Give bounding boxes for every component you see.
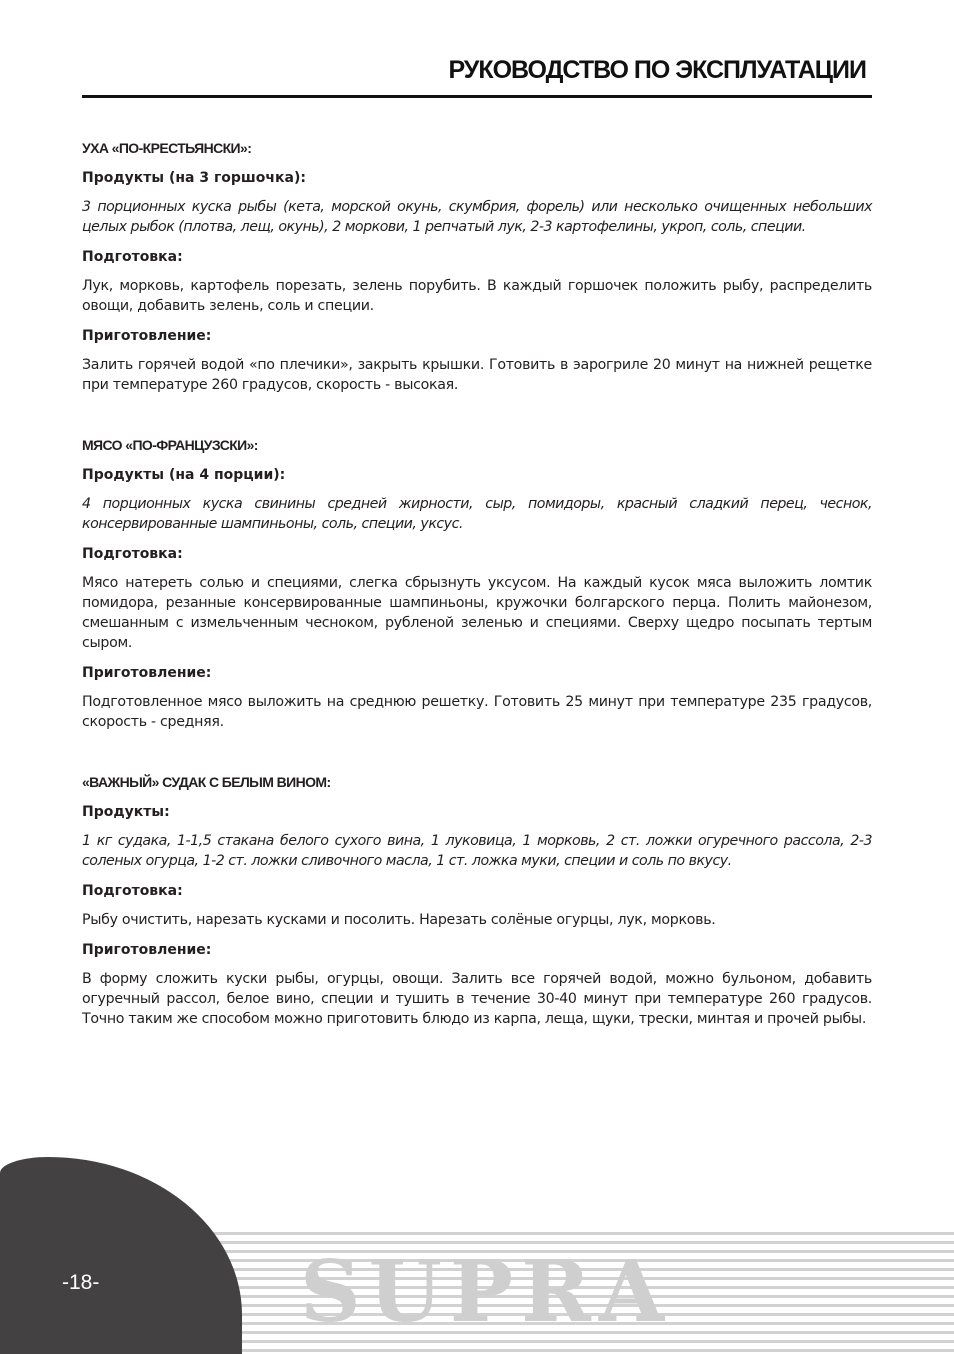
prep-label: Подготовка: <box>82 546 183 562</box>
page-header-title: РУКОВОДСТВО ПО ЭКСПЛУАТАЦИИ <box>448 56 866 84</box>
products-text: 4 порционных куска свинины средней жирности, сыр, помидоры, красный сладкий перец, чеснок, консервированные шампиньоны, соль, специи, уксус. <box>82 496 872 532</box>
recipe-meat-french <box>82 435 872 732</box>
cook-label: Приготовление: <box>82 328 212 344</box>
footer-dark-shape <box>0 1157 242 1354</box>
products-label: Продукты (на 3 горшочка): <box>82 170 306 186</box>
recipe-zander-wine <box>82 772 872 1029</box>
recipe-title: УХА «ПО-КРЕСТЬЯНСКИ»: <box>82 140 252 156</box>
cook-label: Приготовление: <box>82 942 212 958</box>
prep-text: Рыбу очистить, нарезать кусками и посолить. Нарезать солёные огурцы, лук, морковь. <box>82 912 716 928</box>
prep-text: Мясо натереть солью и специями, слегка сбрызнуть уксусом. На каждый кусок мяса выложить ломтик помидора, резанные консервированные шампиньоны, кружочки болгарского перца. Полить майонезом, смешанным с измельченным чесноком, рубленой зеленью и специями. Сверху щедро посыпать тертым сыром. <box>82 575 872 651</box>
recipe-title: МЯСО «ПО-ФРАНЦУЗСКИ»: <box>82 437 258 453</box>
brand-logo: SUPRA <box>300 1242 673 1341</box>
prep-label: Подготовка: <box>82 883 183 899</box>
recipe-title: «ВАЖНЫЙ» СУДАК С БЕЛЫМ ВИНОМ: <box>82 774 331 790</box>
cook-text: В форму сложить куски рыбы, огурцы, овощи. Залить все горячей водой, можно бульоном, добавить огуречный рассол, белое вино, специи и тушить в течение 30-40 минут при температуре 260 градусов. Точно таким же способом можно приготовить блюдо из карпа, леща, щуки, трески, минтая и прочей рыбы. <box>82 971 872 1027</box>
products-text: 1 кг судака, 1-1,5 стакана белого сухого вина, 1 луковица, 1 морковь, 2 ст. ложки огуречного рассола, 2-3 соленых огурца, 1-2 ст. ложки сливочного масла, 1 ст. ложка муки, специи и соль по вкусу. <box>82 833 872 869</box>
prep-text: Лук, морковь, картофель порезать, зелень порубить. В каждый горшочек положить рыбу, распределить овощи, добавить зелень, соль и специи. <box>82 278 872 314</box>
page-number: -18- <box>62 1271 100 1294</box>
recipe-ukha <box>82 138 872 395</box>
cook-label: Приготовление: <box>82 665 212 681</box>
products-text: 3 порционных куска рыбы (кета, морской окунь, скумбрия, форель) или несколько очищенных небольших целых рыбок (плотва, лещ, окунь), 2 моркови, 1 репчатый лук, 2-3 картофелины, укроп, соль, специи. <box>82 199 872 235</box>
recipes-content <box>82 138 872 1069</box>
cook-text: Залить горячей водой «по плечики», закрыть крышки. Готовить в эарогриле 20 минут на нижней рещетке при температуре 260 градусов, скорость - высокая. <box>82 357 872 393</box>
prep-label: Подготовка: <box>82 249 183 265</box>
header-divider <box>82 95 872 98</box>
products-label: Продукты: <box>82 804 170 820</box>
products-label: Продукты (на 4 порции): <box>82 467 286 483</box>
cook-text: Подготовленное мясо выложить на среднюю решетку. Готовить 25 минут при температуре 235 градусов, скорость - средняя. <box>82 694 872 730</box>
